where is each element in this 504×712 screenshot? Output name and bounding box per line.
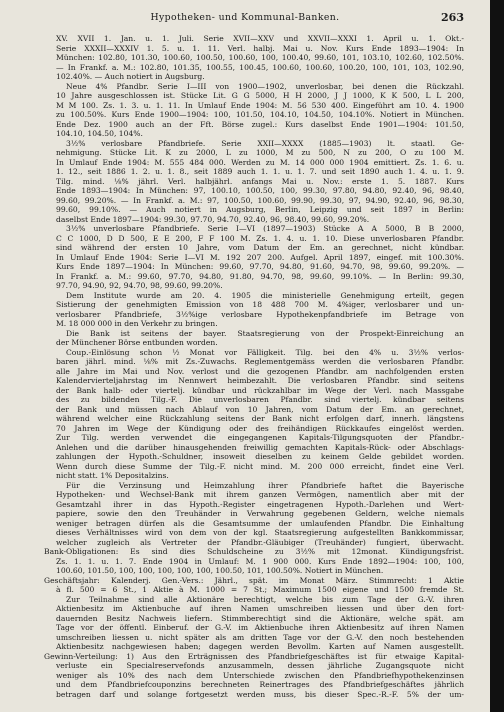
text-line: der Münchener Börse entbunden worden.: [56, 338, 218, 347]
text-line: Ende 1893—1904: In München: 97, 100.10, 100.50, 100, 99.30, 97.80, 94.80, 92.40, 96, 98.40,: [56, 186, 464, 195]
text-line: Ende Dez. 1900 auch an der Fft. Börse zugel.: Kurs daselbst Ende 1901—1904: 101.50,: [56, 119, 464, 129]
page-header: [0, 12, 490, 26]
text-line: umschreiben liessen u. nicht später als am dritten Tage vor der G.-V. den noch bestehenden: [56, 632, 464, 642]
text-line: 102.40%. — Auch notiert in Augsburg.: [56, 72, 205, 81]
text-line: dieses Verhältnisses wird von dem von der kgl. Staatsregierung aufgestellten Bankkommissar,: [56, 528, 464, 537]
text-line: Neue 4% Pfandbr. Serie I—III von 1900—1902, unverlosbar, bei denen die Rückzahl.: [66, 81, 464, 91]
text-line: Zur Tilg. werden verwendet die eingegangenen Kapitals-Tilgungsquoten der Pfandbr.-: [56, 433, 464, 442]
text-line: 1. 12., seit 1886 1. 2. u. 1. 8., seit 1889 auch 1. 1. u. 1. 7. und seit 1890 auch 1. 4. u. 1. 9.: [56, 167, 464, 176]
text-line: papiere, sowie den den Treuhänder in Verwahrung gegebenen Geldern, welche niemals: [56, 509, 464, 518]
text-line: verlosbarer Pfandbriefe, 3½%ige verlosbare Hypothekenpfandbriefe im Betrage von: [56, 309, 464, 319]
text-line: baren jährl. mind. ⅛% mit Zs.-Zuwachs. Reglementgemäss werden die verlosbaren Pfandbr.: [56, 357, 464, 366]
text-line: nehmigung. Stücke Lit. K zu 2000, L zu 1000, M zu 500, N zu 200, O zu 100 M.: [56, 148, 464, 157]
text-line: welcher zugleich als Vertreter der Pfandbr.-Gläubiger (Treuhänder) fungiert, überwacht.: [56, 537, 464, 547]
text-line: weniger als 10% des nach dem Unterschiede zwischen den Pfandbriefhypothekenzinsen: [56, 670, 464, 680]
text-line: M. 18 000 000 in den Verkehr zu bringen.: [56, 319, 218, 328]
text-line: daselbst Ende 1897—1904: 99.30, 97.70, 94.70, 92.40, 96, 98.40, 99.60, 99.20%.: [56, 214, 370, 224]
text-line: 70 Jahren im Wege der Kündigung oder des freihändigen Rückkaufes eingelöst werden.: [56, 423, 464, 433]
text-line: 10 Jahre ausgeschlossen ist. Stücke Lit. G G 5000, H H 2000, J J 1000, K K 500, L L 200,: [56, 91, 464, 100]
text-line: dauernden Besitz Nachweis liefern. Stimmberechtigt sind die Aktionäre, welche spät. am: [56, 613, 464, 623]
text-line: Geschäftsjahr: Kalenderj. Gen.-Vers.: Jährl., spät. im Monat März. Stimmrecht: 1 Aktie: [44, 575, 464, 585]
text-line: 3½% unverlosbare Pfandbriefe. Serie I—VI (1897—1903) Stücke A A 5000, B B 2000,: [66, 224, 464, 233]
text-line: Kalendervierteljahrstag im Nennwert heimbezahlt. Die verlosbaren Pfandbr. sind seitens: [56, 376, 464, 385]
text-line: 99.60, 99.20%. — In Frankf. a. M.: 97, 100.50, 100.60, 99.90, 99.30, 97, 94.90, 92.40, 96, 98.30,: [56, 195, 464, 205]
text-line: à fl. 500 = 6 St., 1 Aktie à M. 1000 = 7 St.; Maximum 1500 eigene und 1500 fremde St.: [56, 585, 464, 594]
text-line: 99.60, 99.10%. — Auch notiert in Augsburg, Berlin, Leipzig und seit 1897 in Berlin:: [56, 205, 464, 214]
text-line: alle Jahre im Mai und Nov. verlost und die gezogenen Pfandbr. am nachfolgenden ersten: [56, 366, 464, 376]
text-line: Hypotheken- und Wechsel-Bank mit ihrem ganzen Vermögen, namentlich aber mit der: [56, 490, 464, 499]
page-number: 263: [441, 11, 464, 24]
text-line: Gesamtzahl ihrer in das Hypoth.-Register eingetragenen Hypoth.-Darlehen und Wert-: [56, 499, 464, 509]
text-line: nicht statt. 1% Depositalzins.: [56, 471, 169, 480]
text-line: M M 100. Zs. 1. 3. u. 1. 11. In Umlauf Ende 1904: M. 56 530 400. Eingeführt am 10. 4. 1900: [56, 100, 464, 110]
text-line: Bank-Obligationen: Es sind dies Schuldscheine zu 3½% mit 12monat. Kündigungsfrist.: [44, 547, 464, 556]
text-line: Dem Institute wurde am 20. 4. 1905 die ministerielle Genehmigung erteilt, gegen: [66, 290, 464, 300]
text-line: weniger betragen dürfen als die Gesamtsumme der umlaufenden Pfandbr. Die Einhaltung: [56, 518, 464, 528]
text-line: verluste ein Specialreservefonds anzusammeln, dessen jährliche Zugangsquote nicht: [56, 661, 464, 670]
text-line: sind während der ersten 10 Jahre, vom Datum der Em. an gerechnet, nicht kündbar.: [56, 243, 464, 252]
running-title: Hypotheken- und Kommunal-Banken.: [150, 12, 340, 23]
scan-edge: [490, 0, 504, 712]
text-line: Coup.-Einlösung schon ½ Monat vor Fälligkeit. Tilg. bei den 4% u. 3½% verlos-: [66, 347, 464, 357]
text-line: der Bank halb- oder viertelj. kündbar und rückzahlbar im Wege der Verl. nach Massgabe: [56, 385, 464, 395]
text-line: In Frankf. a. M.: 99.60, 97.70, 94.80, 91.80, 94.70, 98, 99.60, 99.10%. — In Berlin: 99.30,: [56, 271, 464, 281]
text-line: Tilg. mind. ⅛% jährl. Verl. halbjährl. anfangs Mai u. Nov.: erste 1. 5. 1887. Kurs: [56, 176, 464, 186]
text-line: Aktienbesitz im Aktienbuche auf ihren Namen umschreiben liessen und über den fort-: [56, 604, 464, 613]
body-text: [44, 34, 464, 699]
text-line: Zs. 1. 1. u. 1. 7. Ende 1904 in Umlauf: M. 1 900 000. Kurs Ende 1892—1904: 100, 100,: [56, 556, 464, 566]
text-line: Die Bank ist seitens der bayer. Staatsregierung von der Prospekt-Einreichung an: [66, 328, 464, 338]
text-line: — In Frankf. a. M.: 102.80, 101.35, 100.55, 100.45, 100.60, 100.60, 100.20, 100, 101, 103, 102.90,: [56, 62, 464, 72]
text-line: München: 102.80, 101.30, 100.60, 100.50, 100.60, 100, 100.40, 99.60, 101, 103.10, 102.60, 102.50%.: [56, 53, 464, 62]
text-line: Aktienbesitz nachgewiesen haben; dagegen werden Bevollm. Karten auf Namen ausgestellt.: [56, 642, 464, 651]
text-line: während welcher eine Rückzahlung seitens der Bank nicht erfolgen darf, innerh. längstens: [56, 414, 464, 423]
text-line: 104.10, 104.50, 104%.: [56, 129, 143, 138]
text-line: C C 1000, D D 500, E E 200, F F 100 M. Zs. 1. 4. u. 1. 10. Diese unverlosbaren Pfandbr.: [56, 233, 464, 243]
text-line: zu 100.50%. Kurs Ende 1900—1904: 100, 101.50, 104.10, 104.50, 104.10%. Notiert in München.: [56, 110, 464, 119]
text-line: Für die Verzinsung und Heimzahlung ihrer Pfandbriefe haftet die Bayerische: [66, 480, 464, 490]
text-line: der Bank und müssen nach Ablauf von 10 Jahren, vom Datum der Em. an gerechnet,: [56, 404, 464, 414]
text-line: Zur Teilnahme sind alle Aktionäre berechtigt, welche bis zum Tage der G.-V. ihren: [66, 594, 464, 604]
text-line: des zu bildenden Tilg.-F. Die unverlosbaren Pfandbr. sind viertelj. kündbar seitens: [56, 395, 464, 404]
text-line: Serie XXXII—XXXIV 1. 5. u. 1. 11. Verl. halbj. Mai u. Nov. Kurs Ende 1893—1904: In: [56, 43, 464, 53]
text-line: Anlehen und die darüber hinausgehenden freiwillig gemachten Kapitals-Rück- oder Abschlags-: [56, 442, 464, 452]
text-line: 3½% verlosbare Pfandbriefe. Serie XXII—XXXX (1885—1903) lt. staatl. Ge-: [66, 138, 464, 148]
text-line: XV. XVII 1. Jan. u. 1. Juli. Serie XVII—XXV und XXVII—XXXI 1. April u. 1. Okt.-: [56, 34, 464, 43]
text-line: zahlungen der Hypoth.-Schuldner, insoweit dieselben zu keinem Gelde gebildet worden.: [56, 452, 464, 461]
text-line: Kurs Ende 1897—1904: In München: 99.60, 97.70, 94.80, 91.60, 94.70, 98, 99.60, 99.20%. —: [56, 262, 464, 271]
text-line: In Umlauf Ende 1904: M. 555 484 000. Werden zu M. 14 000 000 1904 emittiert. Zs. 1. 6. u.: [56, 157, 464, 167]
text-line: betragen darf und solange fortgesetzt werden muss, bis dieser Spec.-R.-F. 5% der um-: [56, 689, 464, 699]
text-line: 97.70, 94.90, 92, 94.70, 98, 99.60, 99.20%.: [56, 281, 223, 290]
text-line: Gewinn-Verteilung: 1) Aus den Erträgnissen des Pfandbriefgeschäftes ist für etwaige Kapital-: [44, 651, 464, 661]
text-line: Sistierung der genehmigten Emission von 18 488 700 M. 4%iger, verlosbarer und un-: [56, 300, 464, 309]
text-line: 100.60, 101.50, 100, 100, 100, 100, 100, 100.50, 101, 100.50%. Notiert in München.: [56, 566, 384, 575]
text-line: In Umlauf Ende 1904: Serie I—VI M. 192 207 200. Aufgel. April 1897, eingef. mit 100.30%.: [56, 252, 464, 262]
text-line: Wenn durch diese Summe der Tilg.-F. nicht mind. M. 200 000 erreicht, findet eine Verl.: [56, 461, 464, 471]
text-line: Tage vor der öffentl. Einberuf. der G.-V. im Aktienbuche ihren Aktienbesitz auf ihren Namen: [56, 623, 464, 632]
text-line: und dem Pfandbriefcouponzins berechneten Reinertrages des Pfandbriefgeschäftes jährlich: [56, 680, 464, 689]
